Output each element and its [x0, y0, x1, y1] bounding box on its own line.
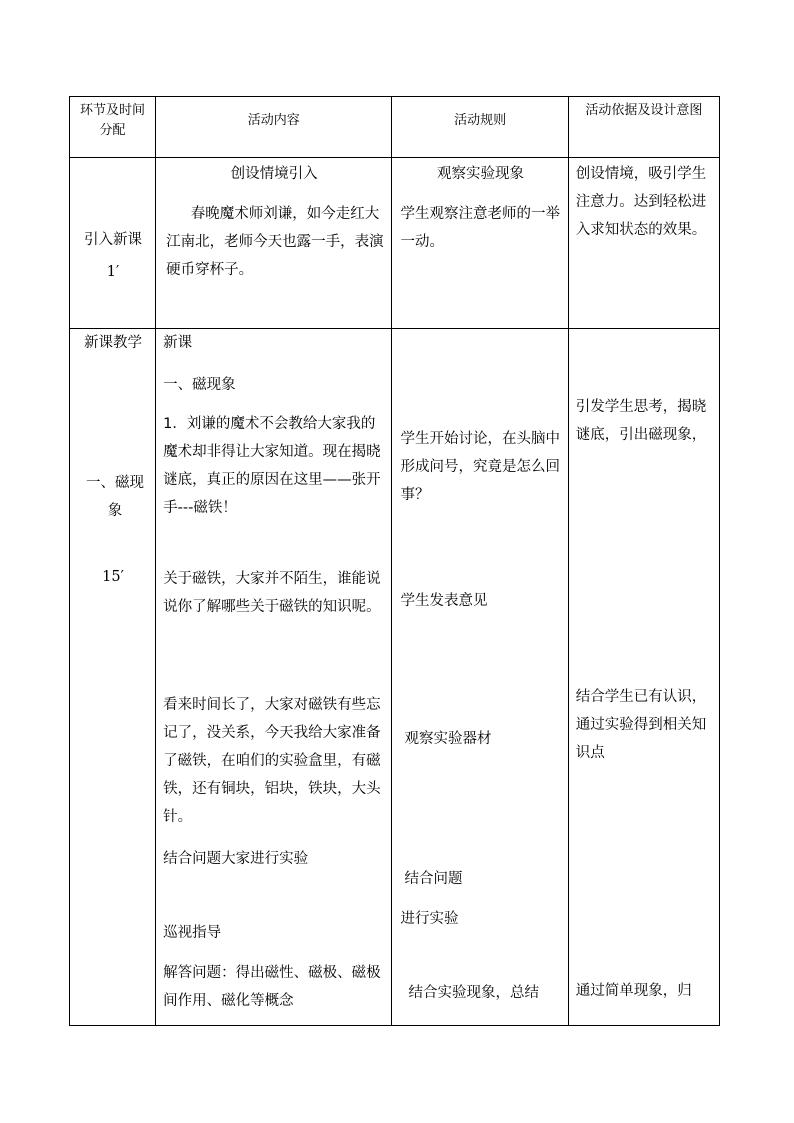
intro-basis-text: 创设情境，吸引学生注意力。达到轻松进入求知状态的效果。 [575, 166, 707, 238]
magnetism-rule-cell [392, 329, 568, 1026]
header-col1-text: 环节及时间分配 [80, 103, 146, 138]
table-row-magnetism [70, 329, 720, 1026]
table-header-row [70, 97, 720, 158]
intro-rule-title: 观察实验现象 [436, 166, 524, 182]
intro-basis-cell [568, 158, 719, 329]
content-heading: 一、磁现象 [163, 377, 236, 393]
header-cell-basis [568, 97, 719, 158]
rule-combine-questions: 结合问题 [404, 871, 463, 887]
magnetism-section-cell [70, 329, 156, 1026]
rule-opinions: 学生发表意见 [400, 593, 488, 609]
intro-rule-cell [392, 158, 568, 329]
magnetism-time-label: 15′ [102, 569, 124, 585]
intro-content-title: 创设情境引入 [230, 166, 318, 182]
content-paragraph-4: 结合问题大家进行实验 [163, 851, 309, 867]
magnetism-content-cell [156, 329, 392, 1026]
magnetism-basis-cell [568, 329, 719, 1026]
intro-content-cell [156, 158, 392, 329]
header-col4-text: 活动依据及设计意图 [585, 103, 703, 118]
header-col2-text: 活动内容 [247, 113, 300, 128]
content-paragraph-3: 看来时间长了，大家对磁铁有些忘记了，没关系，今天我给大家准备了磁铁，在咱们的实验盒里，有磁铁，还有铜块，铝块，铁块，大头针。 [163, 697, 381, 825]
basis-experiment: 结合学生已有认识，通过实验得到相关知识点 [575, 689, 707, 761]
basis-thinking: 引发学生思考，揭晓谜底，引出磁现象， [575, 399, 707, 443]
header-cell-content [156, 97, 392, 158]
content-paragraph-5: 巡视指导 [163, 925, 222, 941]
magnetism-section-label: 一、磁现象 [86, 475, 144, 519]
header-cell-rules [392, 97, 568, 158]
intro-rule-text: 学生观察注意老师的一举一动。 [400, 206, 560, 250]
lesson-plan-table [69, 96, 720, 1026]
intro-section-label: 引入新课 [84, 232, 142, 248]
new-lesson-label: 新课教学 [84, 335, 142, 351]
header-col3-text: 活动规则 [454, 113, 507, 128]
content-new-lesson: 新课 [163, 335, 193, 351]
rule-discussion: 学生开始讨论，在头脑中形成问号，究竟是怎么回事？ [400, 431, 560, 503]
content-paragraph-2: 关于磁铁，大家并不陌生，谁能说说你了解哪些关于磁铁的知识呢。 [163, 571, 381, 615]
intro-content-text: 春晚魔术师刘谦，如今走红大江南北，老师今天也露一手，表演硬币穿杯子。 [166, 206, 384, 278]
intro-section-cell [70, 158, 156, 329]
header-cell-section-time [70, 97, 156, 158]
basis-simple-phenomena: 通过简单现象，归 [575, 983, 692, 999]
rule-observe-equipment: 观察实验器材 [404, 731, 492, 747]
table-row-intro [70, 158, 720, 329]
rule-summarize: 结合实验现象，总结 [408, 985, 539, 1001]
intro-time-label: 1′ [106, 264, 120, 280]
content-paragraph-1: 1．刘谦的魔术不会教给大家我的魔术却非得让大家知道。现在揭晓谜底，真正的原因在这里——张开手---磁铁！ [163, 416, 381, 516]
rule-conduct-experiment: 进行实验 [400, 911, 459, 927]
content-paragraph-6: 解答问题：得出磁性、磁极、磁极间作用、磁化等概念 [163, 965, 381, 1009]
